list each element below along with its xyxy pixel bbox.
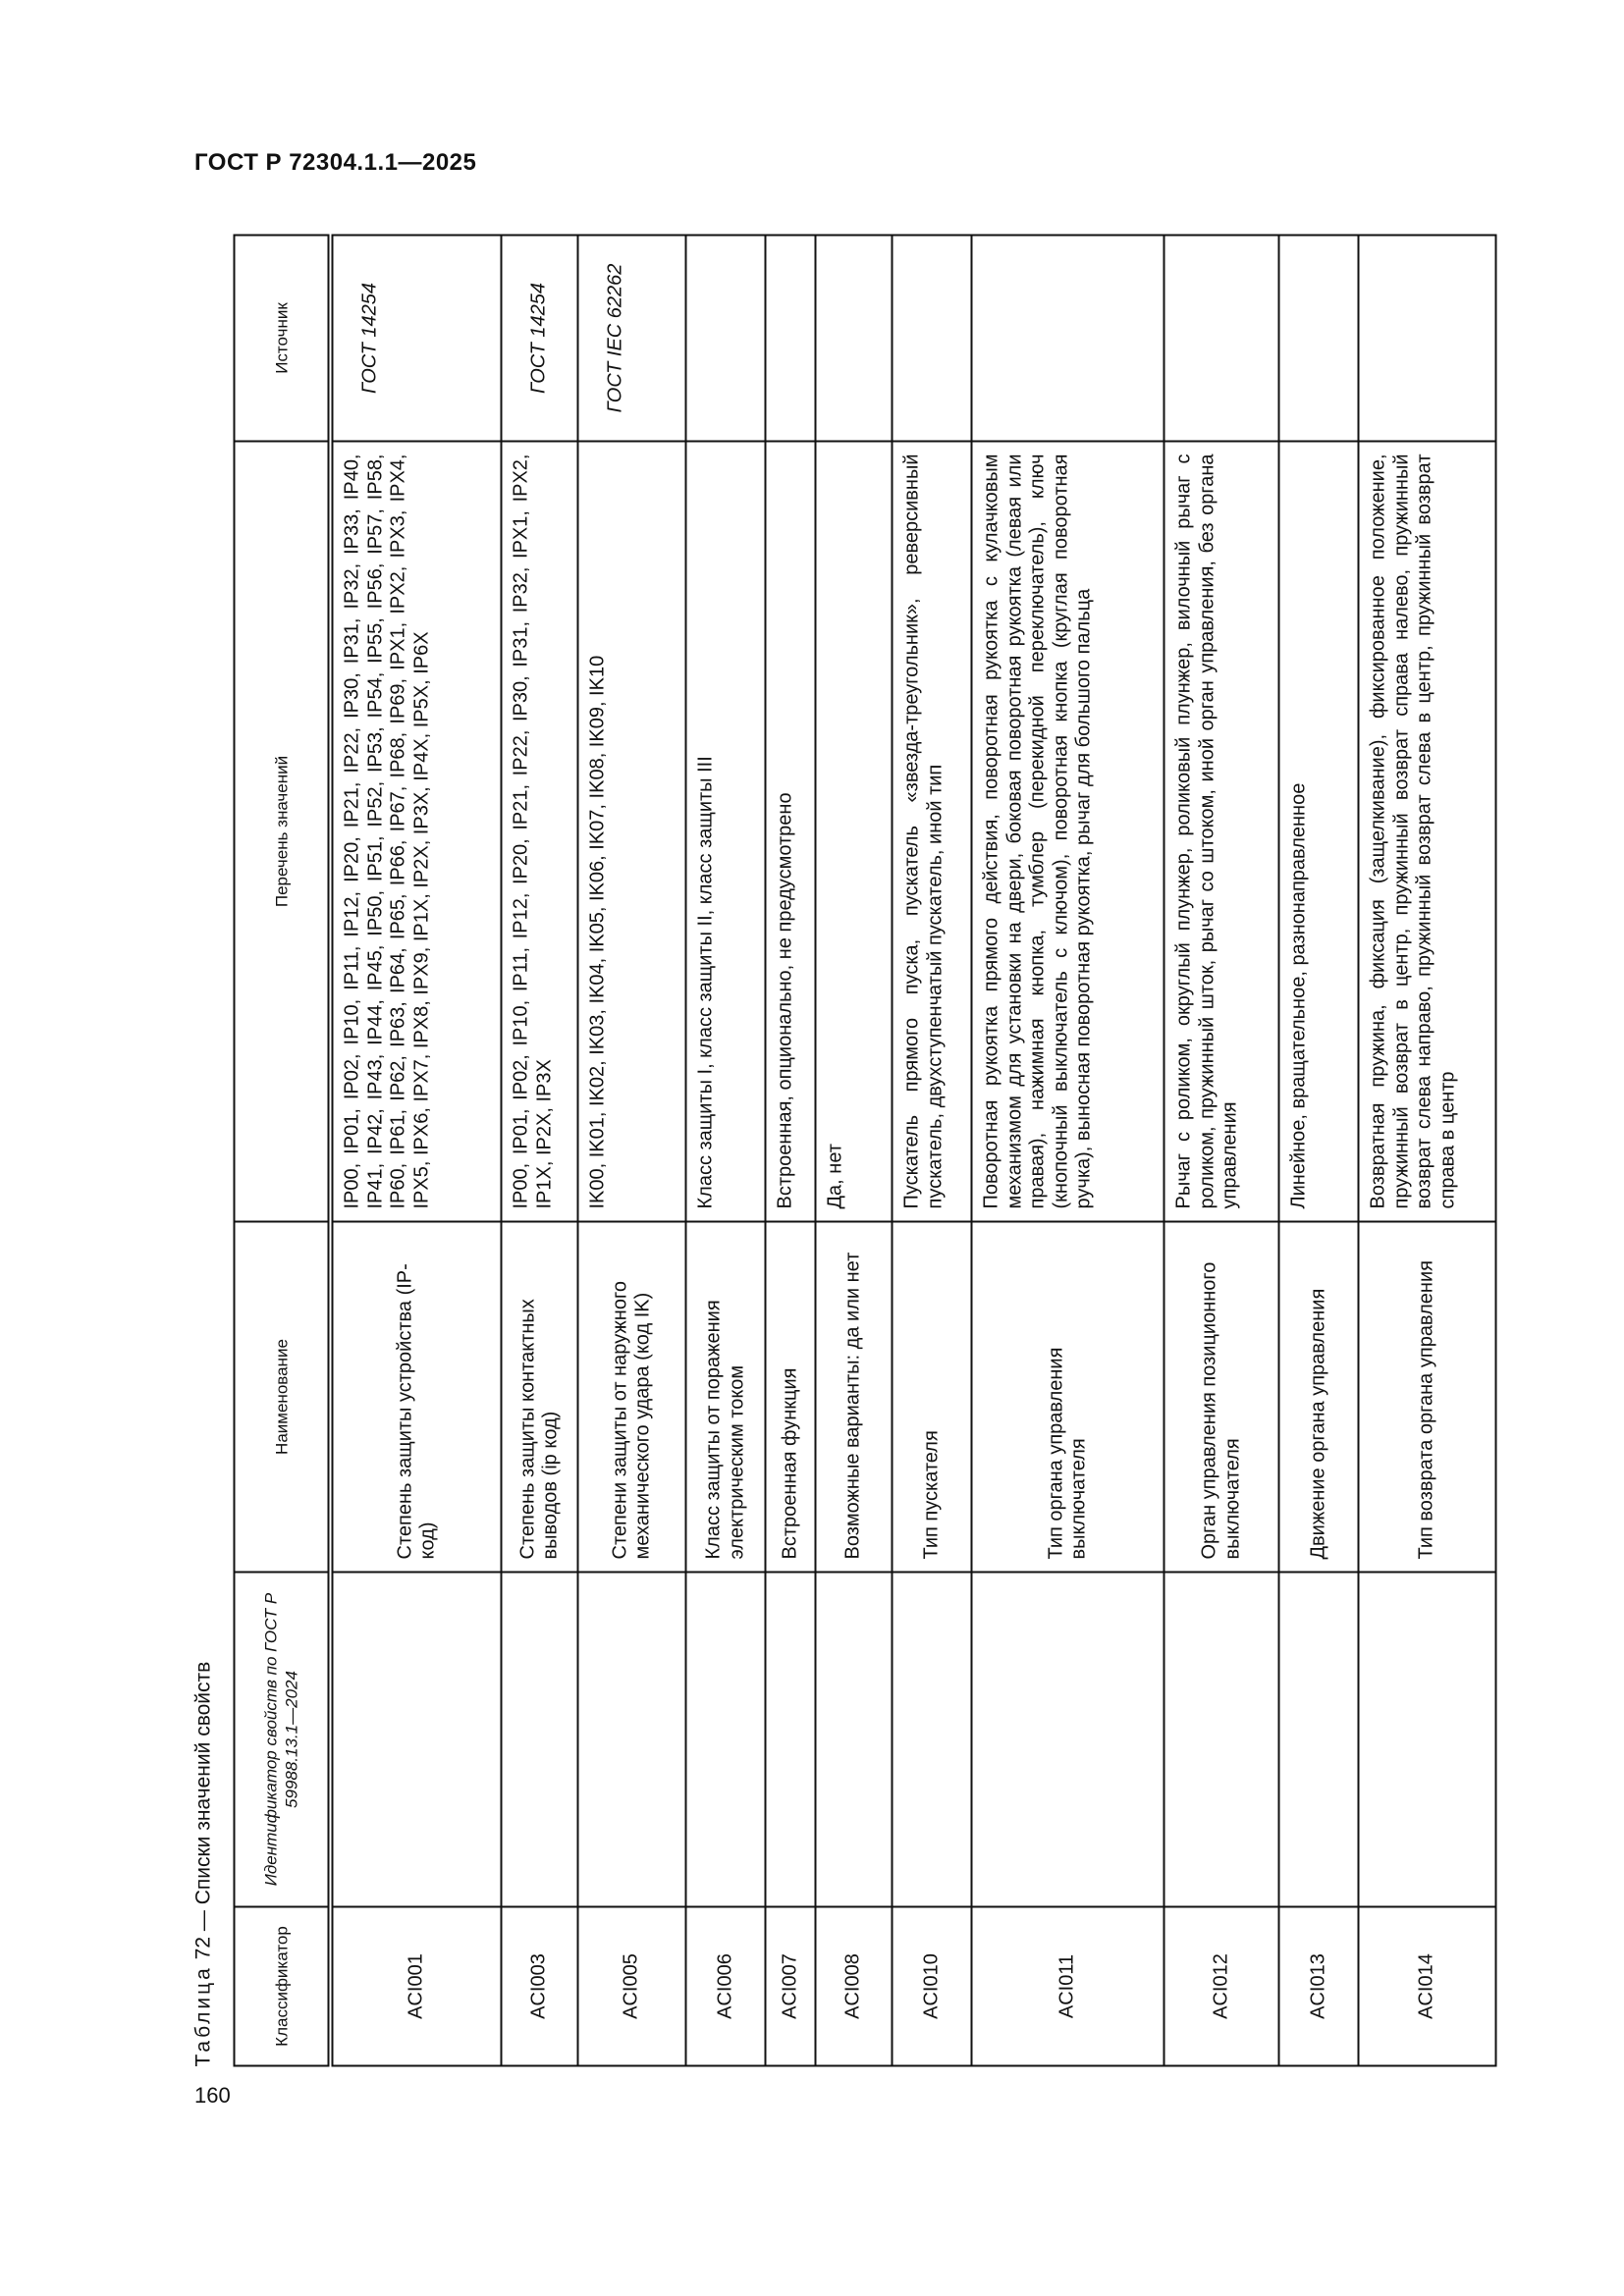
identifier-cell (1359, 1573, 1496, 1907)
identifier-cell (331, 1573, 502, 1907)
table-row (502, 236, 578, 2066)
source-cell: ГОСТ 14254 (331, 236, 502, 442)
source-cell: ГОСТ IEC 62262 (578, 236, 686, 442)
header-values: Перечень значений (235, 442, 331, 1222)
table-header-row (235, 236, 331, 2066)
classifier-cell: ACI003 (502, 1907, 578, 2066)
values-cell: IK00, IK01, IK02, IK03, IK04, IK05, IK06, IK07, IK08, IK09, IK10 (578, 442, 686, 1222)
table-row (331, 236, 502, 2066)
identifier-cell (893, 1573, 972, 1907)
table-row (816, 236, 893, 2066)
values-cell: IP00, IP01, IP02, IP10, IP11, IP12, IP20, IP21, IP22, IP30, IP31, IP32, IP33, IP40, IP41, IP42, IP43, IP44, IP45, IP50, IP51, IP52, IP53, IP54, IP55, IP56, IP57, IP58, IP60, IP61, IP62, IP63, IP64, IP65, IP66, IP67, IP68, IP69, IPX1, IPX2, IPX3, IPX4, IPX5, IPX6, IPX7, IPX8, IPX9, IP1X, IP2X, IP3X, IP4X, IP5X, IP6X (331, 442, 502, 1222)
caption-word: Таблица (191, 1965, 215, 2067)
identifier-cell (502, 1573, 578, 1907)
name-cell: Тип органа управления выключателя (972, 1222, 1164, 1573)
name-cell: Степени защиты от наружного механического удара (код IK) (578, 1222, 686, 1573)
classifier-cell: ACI012 (1164, 1907, 1279, 2066)
table-caption (189, 237, 234, 2067)
source-cell (1359, 236, 1496, 442)
name-cell: Встроенная функция (766, 1222, 816, 1573)
document-code: ГОСТ Р 72304.1.1—2025 (194, 149, 477, 176)
values-cell: Класс защиты I, класс защиты II, класс защиты III (686, 442, 766, 1222)
source-cell (893, 236, 972, 442)
source-cell (1164, 236, 1279, 442)
caption-text: 72 — Списки значений свойств (191, 1661, 215, 1960)
name-cell: Возможные варианты: да или нет (816, 1222, 893, 1573)
property-values-table (234, 235, 1497, 2067)
table-row (578, 236, 686, 2066)
name-cell: Степень защиты контактных выводов (ip код) (502, 1222, 578, 1573)
table-row (1359, 236, 1496, 2066)
table-row (1164, 236, 1279, 2066)
values-cell: Да, нет (816, 442, 893, 1222)
table-row (766, 236, 816, 2066)
classifier-cell: ACI007 (766, 1907, 816, 2066)
identifier-cell (1164, 1573, 1279, 1907)
values-cell: Рычаг с роликом, округлый плунжер, роликовый плунжер, вилочный рычаг с роликом, пружинный шток, рычаг со штоком, иной орган управления, без органа управления (1164, 442, 1279, 1222)
values-cell: Поворотная рукоятка прямого действия, поворотная рукоятка с кулачковым механизмом для установки на двери, боковая поворотная рукоятка (левая или правая), нажимная кнопка, тумблер (перекидной переключатель), ключ (кнопочный выключатель с ключом), поворотная кнопка (круглая поворотная ручка), выносная поворотная рукоятка, рычаг для большого пальца (972, 442, 1164, 1222)
identifier-cell (578, 1573, 686, 1907)
classifier-cell: ACI008 (816, 1907, 893, 2066)
classifier-cell: ACI013 (1279, 1907, 1359, 2066)
source-cell (1279, 236, 1359, 442)
table-row (893, 236, 972, 2066)
name-cell: Класс защиты от поражения электрическим током (686, 1222, 766, 1573)
name-cell: Тип пускателя (893, 1222, 972, 1573)
identifier-cell (686, 1573, 766, 1907)
classifier-cell: ACI010 (893, 1907, 972, 2066)
values-cell: Пускатель прямого пуска, пускатель «звезда-треугольник», реверсивный пускатель, двухступенчатый пускатель, иной тип (893, 442, 972, 1222)
rotated-table-block (189, 237, 1493, 2067)
source-cell (972, 236, 1164, 442)
table-row (1279, 236, 1359, 2066)
table-row (686, 236, 766, 2066)
name-cell: Тип возврата органа управления (1359, 1222, 1496, 1573)
page-number: 160 (194, 2083, 231, 2108)
header-name: Наименование (235, 1222, 331, 1573)
identifier-cell (766, 1573, 816, 1907)
identifier-cell (816, 1573, 893, 1907)
source-cell (816, 236, 893, 442)
source-cell: ГОСТ 14254 (502, 236, 578, 442)
identifier-cell (972, 1573, 1164, 1907)
values-cell: IP00, IP01, IP02, IP10, IP11, IP12, IP20, IP21, IP22, IP30, IP31, IP32, IPX1, IPX2, IP1X, IP2X, IP3X (502, 442, 578, 1222)
source-cell (766, 236, 816, 442)
values-cell: Линейное, вращательное, разнонаправленное (1279, 442, 1359, 1222)
table-row (972, 236, 1164, 2066)
source-cell (686, 236, 766, 442)
name-cell: Орган управления позиционного выключателя (1164, 1222, 1279, 1573)
header-source: Источник (235, 236, 331, 442)
classifier-cell: ACI001 (331, 1907, 502, 2066)
header-classifier: Классификатор (235, 1907, 331, 2066)
classifier-cell: ACI005 (578, 1907, 686, 2066)
classifier-cell: ACI014 (1359, 1907, 1496, 2066)
values-cell: Возвратная пружина, фиксация (защелкивание), фиксированное положение, пружинный возврат в центр, пружинный возврат справа налево, пружинный возврат слева направо, пружинный возврат слева в центр, пружинный возврат справа в центр (1359, 442, 1496, 1222)
identifier-cell (1279, 1573, 1359, 1907)
values-cell: Встроенная, опционально, не предусмотрено (766, 442, 816, 1222)
classifier-cell: ACI011 (972, 1907, 1164, 2066)
header-identifier: Идентификатор свойств по ГОСТ Р 59988.13.1—2024 (235, 1573, 331, 1907)
name-cell: Движение органа управления (1279, 1222, 1359, 1573)
name-cell: Степень защиты устройства (IP-код) (331, 1222, 502, 1573)
classifier-cell: ACI006 (686, 1907, 766, 2066)
